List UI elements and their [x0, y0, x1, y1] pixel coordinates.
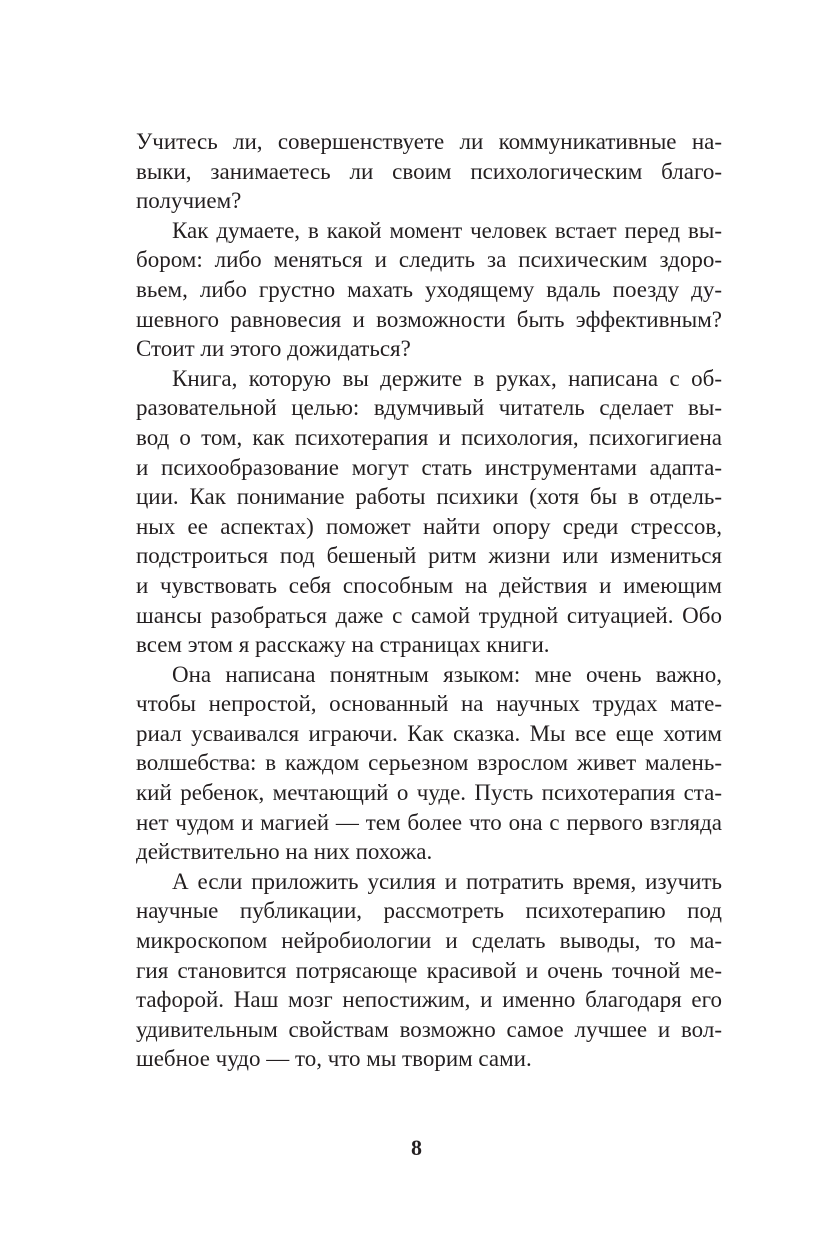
text-line: бором: либо меняться и следить за психическим здоро-	[136, 247, 722, 273]
text-line: научные публикации, рассмотреть психотерапию под	[136, 898, 722, 924]
text-line: тафорой. Наш мозг непостижим, и именно благодаря его	[136, 987, 722, 1013]
text-line: получием?	[136, 188, 242, 214]
text-line: Книга, которую вы держите в руках, написана с об-	[172, 365, 722, 391]
text-line: ных ее аспектах) поможет найти опору среди стрессов,	[136, 513, 722, 539]
page-number: 8	[411, 1135, 422, 1160]
paragraph-3	[136, 364, 722, 660]
text-line: Как думаете, в какой момент человек встает перед вы-	[172, 217, 722, 243]
text-line: подстроиться под бешеный ритм жизни или измениться	[136, 543, 722, 569]
paragraph-2	[136, 216, 722, 364]
text-line: удивительным свойствам возможно самое лучшее и вол-	[136, 1016, 722, 1042]
text-line: всем этом я расскажу на страницах книги.	[136, 632, 550, 658]
text-line: Учитесь ли, совершенствуете ли коммуникативные на-	[136, 129, 722, 154]
text-line: действительно на них похожа.	[136, 839, 433, 865]
text-line: и психообразование могут стать инструментами адапта-	[136, 454, 722, 480]
text-line: кий ребенок, мечтающий о чуде. Пусть психотерапия ста-	[136, 780, 722, 806]
text-line: Стоит ли этого дожидаться?	[136, 336, 411, 362]
text-line: гия становится потрясающе красивой и очень точной ме-	[136, 957, 722, 983]
paragraph-4	[136, 660, 722, 867]
text-line: нет чудом и магией — тем более что она с первого взгляда	[136, 809, 722, 835]
text-line: микроскопом нейробиологии и сделать выводы, то ма-	[136, 928, 722, 954]
text-line: вьем, либо грустно махать уходящему вдаль поезду ду-	[136, 276, 722, 302]
text-line: выки, занимаетесь ли своим психологическим благо-	[136, 158, 722, 184]
text-line: шансы разобраться даже с самой трудной ситуацией. Обо	[136, 602, 722, 628]
text-line: Она написана понятным языком: мне очень важно,	[172, 661, 722, 687]
text-line: вод о том, как психотерапия и психология, психогигиена	[136, 424, 722, 450]
paragraph-5	[136, 867, 722, 1074]
text-line: волшебства: в каждом серьезном взрослом живет малень-	[136, 750, 722, 776]
text-line: шевного равновесия и возможности быть эффективным?	[136, 306, 722, 332]
text-line: и чувствовать себя способным на действия и имеющим	[136, 572, 722, 598]
text-line: шебное чудо — то, что мы творим сами.	[136, 1046, 532, 1072]
text-line: ции. Как понимание работы психики (хотя бы в отдель-	[136, 484, 722, 510]
text-line: риал усваивался играючи. Как сказка. Мы все еще хотим	[136, 720, 722, 746]
page-body-text	[136, 127, 722, 1074]
text-line: разовательной целью: вдумчивый читатель сделает вы-	[136, 395, 722, 421]
text-line: чтобы непростой, основанный на научных трудах мате-	[136, 691, 722, 717]
paragraph-1	[136, 127, 722, 216]
text-line: А если приложить усилия и потратить время, изучить	[172, 868, 722, 894]
